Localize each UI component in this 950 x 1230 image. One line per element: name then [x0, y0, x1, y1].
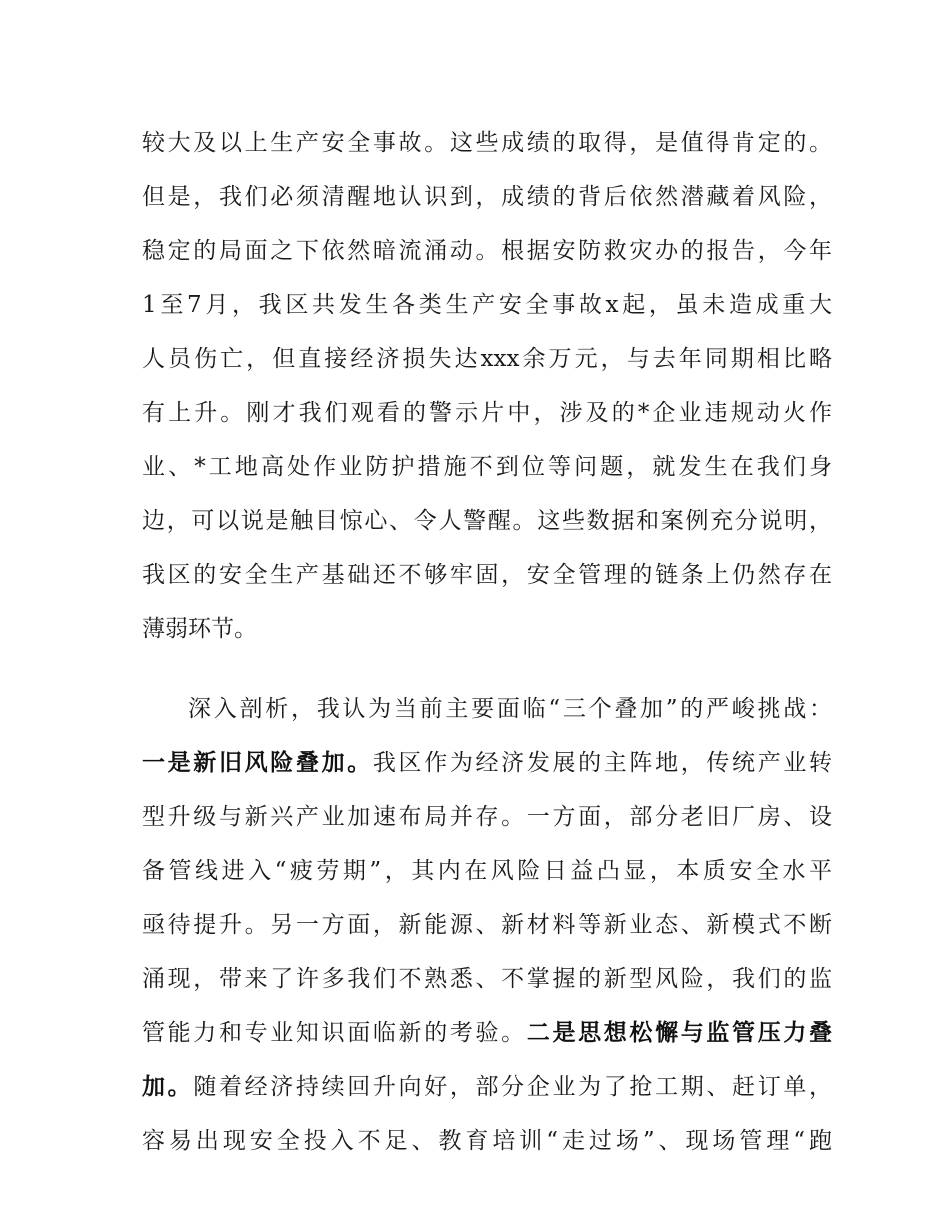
- text-line: 深入剖析，我认为当前主要面临“三个叠加”的严峻挑战：: [188, 696, 832, 722]
- text-line: [142, 1060, 832, 1114]
- text-line: 备管线进入“疲劳期”，其内在风险日益凸显，本质安全水平: [142, 858, 832, 884]
- text-run: 我区作为经济发展的主阵地，传统产业转: [372, 750, 833, 776]
- text-line: 涌现，带来了许多我们不熟悉、不掌握的新型风险，我们的监: [142, 966, 832, 992]
- text-run: 随着经济持续回升向好，部分企业为了抢工期、赶订单，: [193, 1074, 833, 1100]
- text-line: 型升级与新兴产业加速布局并存。一方面，部分老旧厂房、设: [142, 804, 832, 830]
- text-line: 稳定的局面之下依然暗流涌动。根据安防救灾办的报告，今年: [142, 238, 832, 264]
- paragraph-spacer: [142, 656, 832, 682]
- text-line: 亟待提升。另一方面，新能源、新材料等新业态、新模式不断: [142, 912, 832, 938]
- text-line: 有上升。刚才我们观看的警示片中，涉及的*企业违规动火作: [142, 400, 832, 426]
- text-line: 较大及以上生产安全事故。这些成绩的取得，是值得肯定的。: [142, 130, 832, 156]
- text-line: 边，可以说是触目惊心、令人警醒。这些数据和案例充分说明，: [142, 508, 832, 534]
- heading-complacency-pressure-end: 加。: [142, 1074, 194, 1100]
- heading-complacency-pressure: 二是思想松懈与监管压力叠: [526, 1020, 833, 1046]
- text-line: 薄弱环节。: [142, 616, 257, 642]
- text-line: 1至7月，我区共发生各类生产安全事故x起，虽未造成重大: [142, 292, 832, 318]
- heading-new-old-risk: 一是新旧风险叠加。: [142, 750, 373, 776]
- text-line: 业、*工地高处作业防护措施不到位等问题，就发生在我们身: [142, 454, 832, 480]
- paragraph-2: [142, 682, 832, 1168]
- text-line: [142, 1006, 832, 1060]
- text-line: 人员伤亡，但直接经济损失达xxx余万元，与去年同期相比略: [142, 346, 832, 372]
- text-line: [142, 736, 832, 790]
- text-line: 但是，我们必须清醒地认识到，成绩的背后依然潜藏着风险，: [142, 184, 832, 210]
- text-run: 管能力和专业知识面临新的考验。: [142, 1020, 527, 1046]
- document-page: [142, 116, 832, 1168]
- text-line: 我区的安全生产基础还不够牢固，安全管理的链条上仍然存在: [142, 562, 832, 588]
- text-line: 容易出现安全投入不足、教育培训“走过场”、现场管理“跑: [142, 1128, 832, 1154]
- paragraph-1: [142, 116, 832, 656]
